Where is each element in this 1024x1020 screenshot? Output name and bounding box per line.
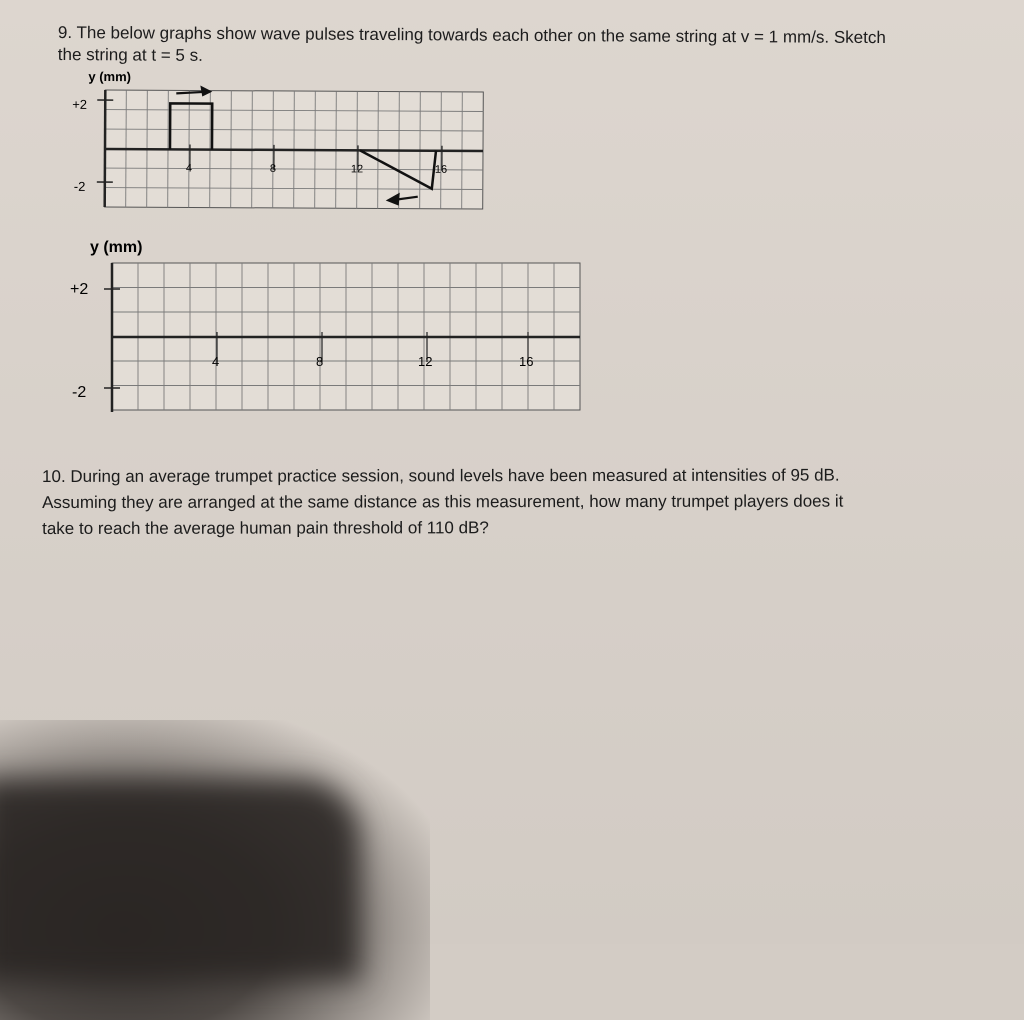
graph-1 [72, 69, 484, 209]
graph-1-y-axis-title: y (mm) [88, 69, 131, 84]
question-10-line-3: take to reach the average human pain threshold of 110 dB? [42, 514, 962, 542]
question-9-line-1: 9. The below graphs show wave pulses traveling towards each other on the same string at v = 1 mm/s. Sketch [58, 22, 958, 49]
graph-2-x-label-16: 16 [519, 354, 533, 369]
graph-1-y-bottom-label: -2 [74, 179, 86, 194]
question-10 [42, 462, 962, 542]
graph-2-y-top-label: +2 [70, 281, 88, 298]
graph-2-x-label-4: 4 [212, 354, 219, 369]
graph-1-x-label-4: 4 [186, 162, 192, 174]
graph-2-y-axis-title: y (mm) [90, 239, 142, 256]
graph-2 [70, 239, 580, 412]
question-10-line-1: 10. During an average trumpet practice session, sound levels have been measured at intensities of 95 dB. [42, 462, 962, 490]
graph-1-x-label-16: 16 [435, 164, 447, 176]
graph-1-x-label-12: 12 [351, 163, 363, 175]
graph-1-y-top-label: +2 [72, 97, 87, 112]
graph-1-x-label-8: 8 [270, 163, 276, 175]
graph-2-y-bottom-label: -2 [72, 384, 86, 401]
question-9-line-2: the string at t = 5 s. [58, 44, 958, 71]
graph-2-x-label-12: 12 [418, 354, 432, 369]
question-10-line-2: Assuming they are arranged at the same distance as this measurement, how many trumpet players does it [42, 488, 962, 516]
graph-2-x-label-8: 8 [316, 354, 323, 369]
